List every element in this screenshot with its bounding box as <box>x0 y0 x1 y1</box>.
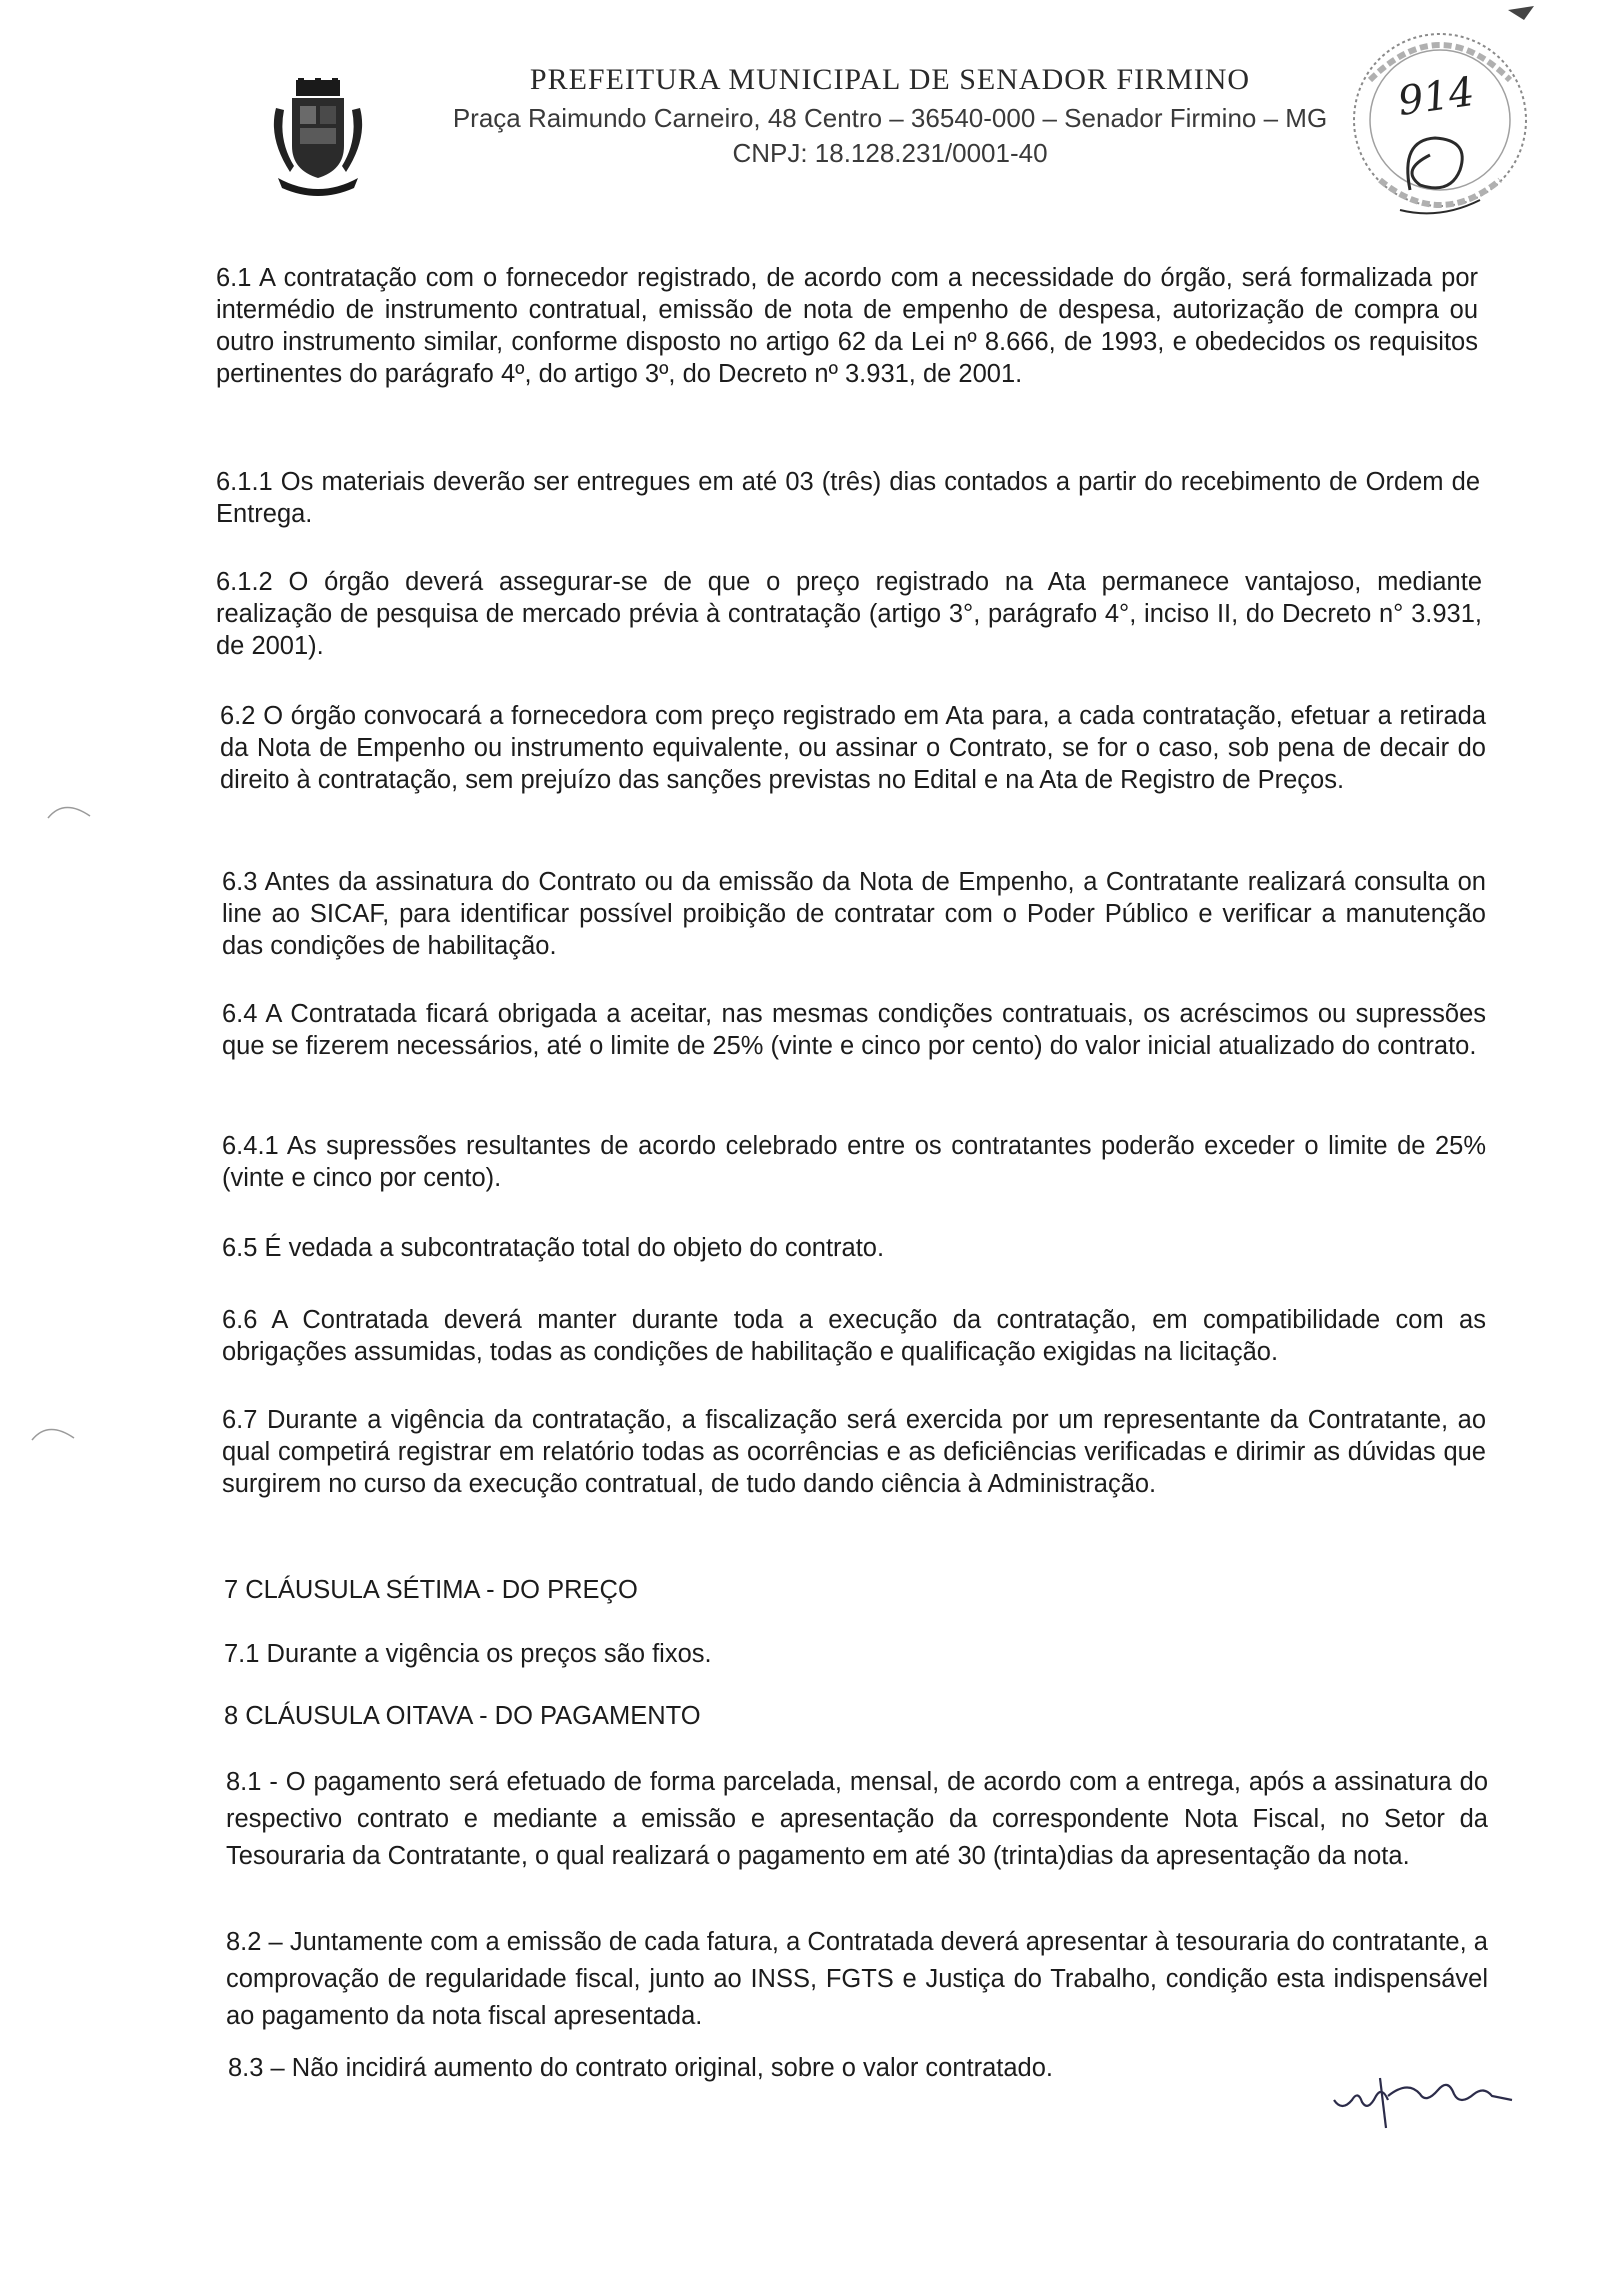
paragraph-6-4: 6.4 A Contratada ficará obrigada a aceitar, nas mesmas condições contratuais, os acréscimos ou supressões que se fizerem necessários, até o limite de 25% (vinte e cinco por cento) do valor inicial atualizado do contrato. <box>222 1000 1486 1060</box>
paragraph-8-1: 8.1 - O pagamento será efetuado de forma parcelada, mensal, de acordo com a entrega, após a assinatura do respectivo contrato e mediante a emissão e apresentação da correspondente Nota Fiscal, no Setor da Tesouraria da Contratante, o qual realizará o pagamento em até 30 (trinta)dias da apresentação da nota. <box>226 1768 1488 1870</box>
paragraph-6-2: 6.2 O órgão convocará a fornecedora com preço registrado em Ata para, a cada contratação, efetuar a retirada da Nota de Empenho ou instrumento equivalente, ou assinar o Contrato, se for o caso, sob pena de decair do direito à contratação, sem prejuízo das sanções previstas no Edital e na Ata de Registro de Preços. <box>220 702 1486 794</box>
paragraph-6-1-1: 6.1.1 Os materiais deverão ser entregues em até 03 (três) dias contados a partir do recebimento de Ordem de Entrega. <box>216 468 1480 528</box>
paragraph-6-1: 6.1 A contratação com o fornecedor registrado, de acordo com a necessidade do órgão, será formalizada por intermédio de instrumento contratual, emissão de nota de empenho de despesa, autorização de compra ou outro instrumento similar, conforme disposto no artigo 62 da Lei nº 8.666, de 1993, e obedecidos os requisitos pertinentes do parágrafo 4º, do artigo 3º, do Decreto nº 3.931, de 2001. <box>216 264 1478 388</box>
clause-7-heading: 7 CLÁUSULA SÉTIMA - DO PREÇO <box>224 1576 638 1604</box>
paragraph-6-3: 6.3 Antes da assinatura do Contrato ou da emissão da Nota de Empenho, a Contratante realizará consulta on line ao SICAF, para identificar possível proibição de contratar com o Poder Público e verificar a manutenção das condições de habilitação. <box>222 868 1486 960</box>
paragraph-8-3: 8.3 – Não incidirá aumento do contrato original, sobre o valor contratado. <box>228 2054 1053 2082</box>
paragraph-6-6: 6.6 A Contratada deverá manter durante toda a execução da contratação, em compatibilidade com as obrigações assumidas, todas as condições de habilitação e qualificação exigidas na licitação. <box>222 1306 1486 1366</box>
letterhead-address: Praça Raimundo Carneiro, 48 Centro – 36540-000 – Senador Firmino – MG <box>452 103 1328 133</box>
paragraph-8-2: 8.2 – Juntamente com a emissão de cada fatura, a Contratada deverá apresentar à tesouraria do contratante, a comprovação de regularidade fiscal, junto ao INSS, FGTS e Justiça do Trabalho, condição esta indispensável ao pagamento da nota fiscal apresentada. <box>226 1928 1488 2030</box>
clause-8-heading: 8 CLÁUSULA OITAVA - DO PAGAMENTO <box>224 1702 701 1730</box>
paragraph-6-4-1: 6.4.1 As supressões resultantes de acordo celebrado entre os contratantes poderão exceder o limite de 25% (vinte e cinco por cento). <box>222 1132 1486 1192</box>
letterhead <box>400 62 1380 170</box>
paragraph-7-1: 7.1 Durante a vigência os preços são fixos. <box>224 1640 712 1668</box>
margin-mark-icon <box>44 796 94 826</box>
municipal-crest-icon <box>268 78 368 196</box>
paragraph-6-7: 6.7 Durante a vigência da contratação, a fiscalização será exercida por um representante da Contratante, ao qual competirá registrar em relatório todas as ocorrências e as deficiências verificadas e dirimir as dúvidas que surgirem no curso da execução contratual, de tudo dando ciência à Administração. <box>222 1406 1486 1498</box>
commission-stamp-icon <box>1340 20 1540 240</box>
page-number: 914 <box>1395 68 1478 126</box>
letterhead-cnpj: CNPJ: 18.128.231/0001-40 <box>732 138 1048 168</box>
handwritten-initials-icon <box>1328 2060 1518 2130</box>
letterhead-title: PREFEITURA MUNICIPAL DE SENADOR FIRMINO <box>529 63 1251 96</box>
corner-mark-icon <box>1506 4 1536 24</box>
paragraph-6-5: 6.5 É vedada a subcontratação total do objeto do contrato. <box>222 1234 885 1262</box>
margin-mark-icon <box>28 1418 78 1448</box>
paragraph-6-1-2: 6.1.2 O órgão deverá assegurar-se de que o preço registrado na Ata permanece vantajoso, mediante realização de pesquisa de mercado prévia à contratação (artigo 3°, parágrafo 4°, inciso II, do Decreto n° 3.931, de 2001). <box>216 568 1482 660</box>
